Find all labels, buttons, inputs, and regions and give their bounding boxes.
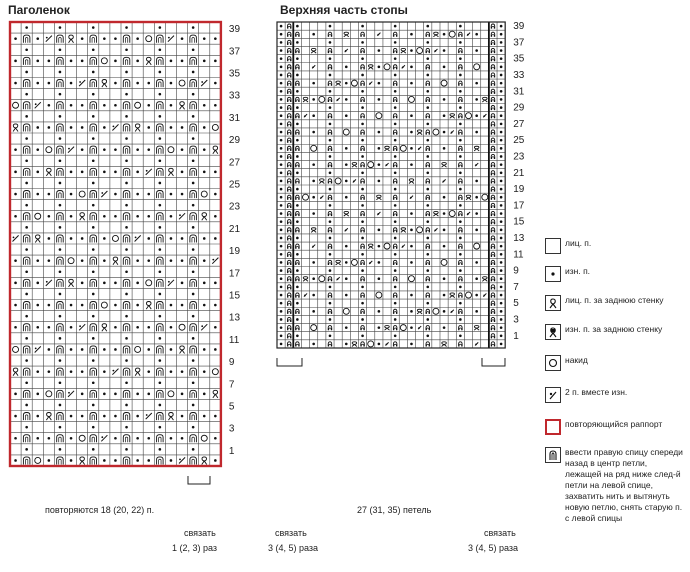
right-chart-row-number: 27 [513,118,525,130]
right-chart-row-number: 25 [513,135,525,147]
right-chart-row-number: 31 [513,86,525,98]
right-chart-row-number: 1 [513,330,519,342]
legend-label-lifted: ввести правую спицу спереди назад в центр петли, лежащей на ряд ниже след-й петли на левой спице, захватить нить и вытянуть новую петлю, снять старую п. с левой спицы [565,447,683,523]
right-chart-title: Верхняя часть стопы [280,3,408,17]
left-chart-row-number: 5 [228,401,235,413]
purl-two-together-icon [545,387,561,403]
right-stitches-caption: 27 (31, 35) петель [357,505,432,515]
left-chart-row-number: 23 [228,201,241,213]
left-chart-row-number: 33 [228,90,241,102]
right-chart-row-number: 35 [513,53,525,65]
purl-dot-icon [545,266,561,282]
right-chart-row-number: 33 [513,70,525,82]
right-chart-row-number: 23 [513,151,525,163]
left-chart-row-number: 39 [228,24,241,36]
right-chart-row-number: 19 [513,184,525,196]
left-tie-count: 1 (2, 3) раз [172,543,218,553]
left-chart-row-number: 21 [228,223,241,235]
legend-purl-tbl [545,324,662,340]
right-chart-row-number: 13 [513,233,525,245]
left-chart-title: Паголенок [8,3,70,17]
legend-knit [545,238,591,254]
legend-label-purl-tbl: изн. п. за заднюю стенку [565,324,663,334]
left-chart-row-number: 25 [228,179,241,191]
right-chart-row-number: 39 [513,21,525,33]
right-chart-row-number: 5 [513,298,519,310]
right-chart-row-number: 11 [513,249,524,261]
left-chart-row-number: 29 [228,135,241,147]
left-chart-row-number: 13 [228,312,241,324]
legend-label-yarn-over: накид [565,355,588,365]
legend-yarn-over [545,355,588,371]
legend-label-purl: изн. п. [565,266,591,276]
legend-label-knit: лиц. п. [565,238,592,248]
left-chart-row-number: 31 [228,112,241,124]
right-left-tie-count: 3 (4, 5) раза [268,543,319,553]
legend-lifted [545,447,685,524]
lifted-stitch-icon [545,447,561,463]
legend-p2tog [545,387,627,403]
right-right-tie-label: связать [484,528,516,538]
yarn-over-icon [545,355,561,371]
legend-repeat [545,419,662,435]
purl-through-back-loop-icon [545,324,561,340]
left-chart-row-number: 9 [228,357,235,369]
legend-purl [545,266,590,282]
right-chart-row-number: 21 [513,167,525,179]
right-left-tie-label: связать [275,528,307,538]
left-chart-row-number: 3 [228,423,235,435]
left-chart-row-number: 17 [228,268,241,280]
knit-square-icon [545,238,561,254]
legend-label-repeat: повторяющийся раппорт [565,419,663,429]
left-chart-row-number: 15 [228,290,241,302]
left-chart-row-number: 19 [228,246,241,258]
right-chart-row-number: 3 [513,314,519,326]
right-chart-row-number: 15 [513,216,525,228]
right-chart-row-number: 7 [513,281,519,293]
right-chart-row-number: 37 [513,37,525,49]
left-chart-row-number: 35 [228,68,241,80]
repeat-box-icon [545,419,561,435]
legend-knit-tbl [545,295,664,311]
left-chart-row-number: 11 [228,334,240,346]
legend-label-p2tog: 2 п. вместе изн. [565,387,628,397]
right-chart-row-number: 9 [513,265,519,277]
right-chart-row-number: 29 [513,102,525,114]
left-repeat-caption: повторяются 18 (20, 22) п. [45,505,155,515]
right-right-tie-count: 3 (4, 5) раза [468,543,519,553]
left-chart-row-number: 7 [228,379,235,391]
left-chart-row-number: 1 [228,445,235,457]
left-chart-row-number: 37 [228,46,241,58]
left-chart-row-number: 27 [228,157,241,169]
legend-label-knit-tbl: лиц. п. за заднюю стенку [565,295,664,305]
right-chart-row-number: 17 [513,200,525,212]
left-tie-label: связать [184,528,216,538]
knit-through-back-loop-icon [545,295,561,311]
